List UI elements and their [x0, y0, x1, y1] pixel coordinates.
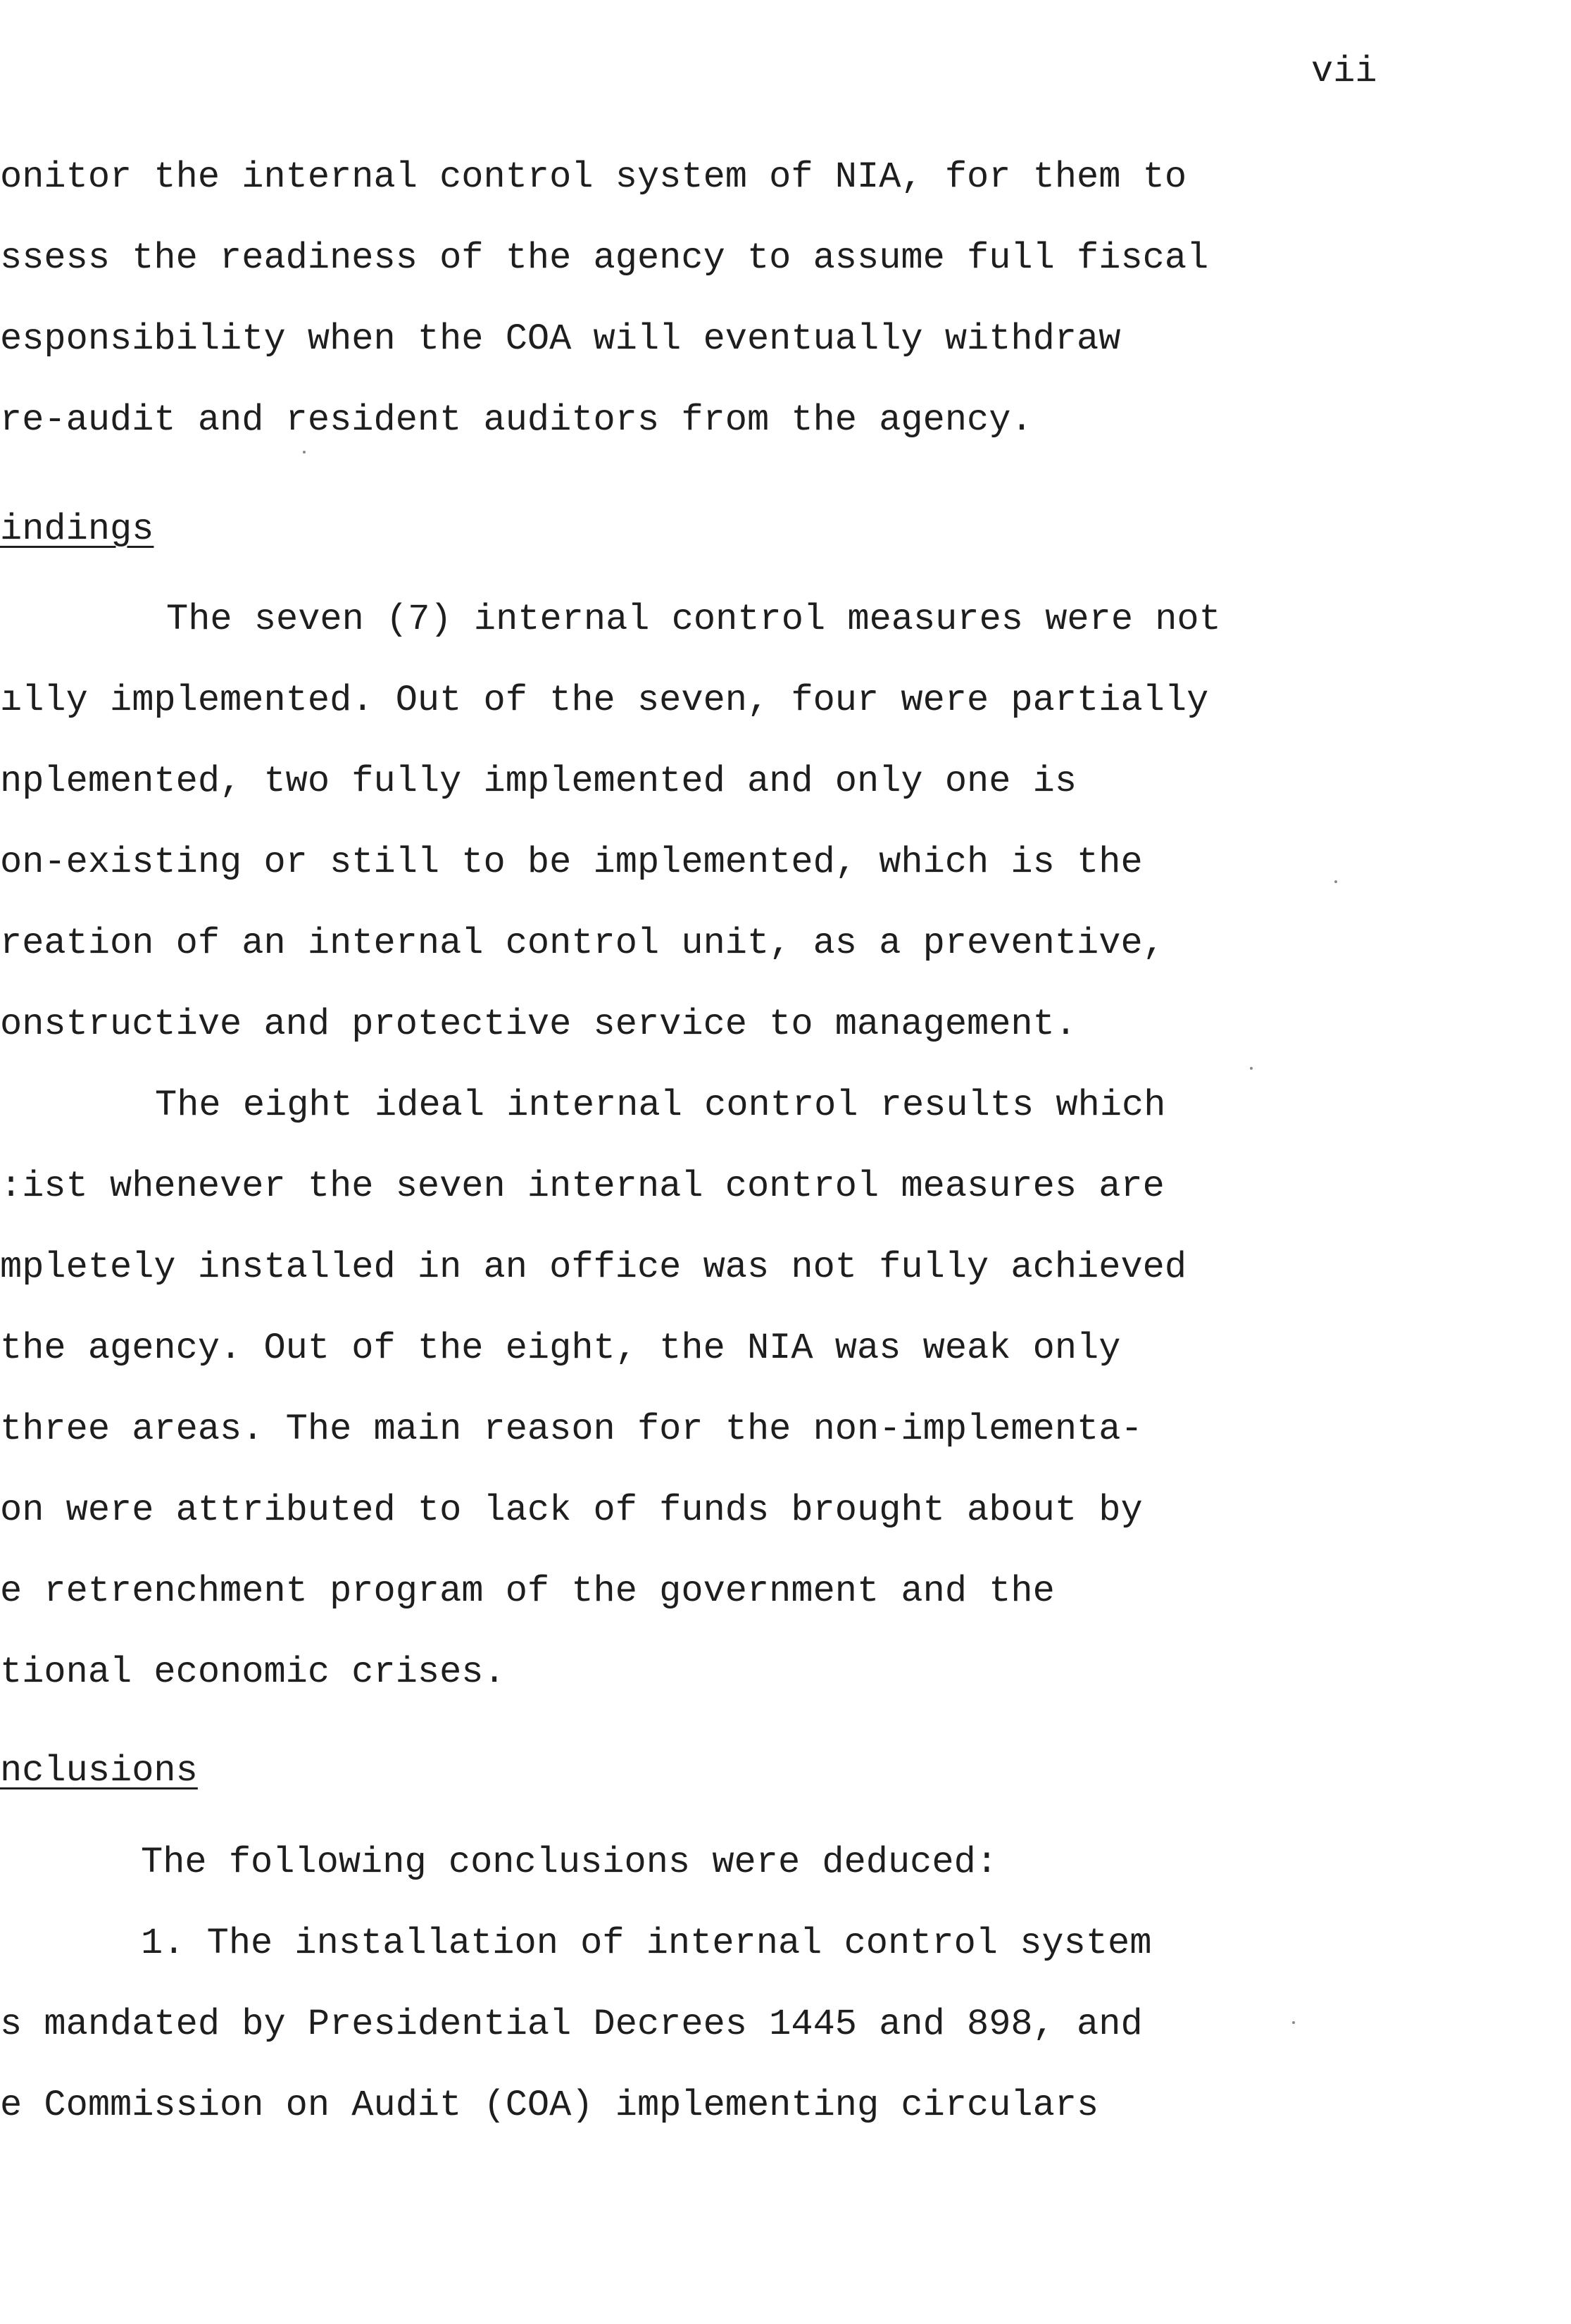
- conclusions-line: s mandated by Presidential Decrees 1445 and 898, and: [0, 2004, 1143, 2045]
- findings-p1-line: onstructive and protective service to management.: [0, 1004, 1077, 1045]
- findings-p1-line: The seven (7) internal control measures were not: [166, 599, 1221, 640]
- intro-line: onitor the internal control system of NIA, for them to: [0, 156, 1187, 198]
- findings-p2-line: on were attributed to lack of funds brought about by: [0, 1489, 1143, 1531]
- findings-p2-line: mpletely installed in an office was not fully achieved: [0, 1247, 1187, 1288]
- page-number: vii: [1311, 51, 1377, 92]
- findings-p1-line: nplemented, two fully implemented and only one is: [0, 761, 1077, 802]
- conclusions-line: 1. The installation of internal control system: [141, 1923, 1152, 1964]
- scan-speck: [1292, 2021, 1295, 2024]
- scan-speck: [1334, 880, 1337, 883]
- findings-heading: indings: [0, 508, 154, 550]
- findings-p2-line: e retrenchment program of the government and the: [0, 1570, 1055, 1612]
- intro-line: re-audit and resident auditors from the agency.: [0, 399, 1033, 441]
- findings-p1-line: reation of an internal control unit, as a preventive,: [0, 923, 1165, 964]
- findings-p2-line: The eight ideal internal control results which: [155, 1085, 1166, 1126]
- scan-speck: [303, 451, 306, 454]
- findings-p1-line: ılly implemented. Out of the seven, four were partially: [0, 680, 1209, 721]
- conclusions-line: The following conclusions were deduced:: [141, 1842, 998, 1883]
- findings-p2-line: the agency. Out of the eight, the NIA was weak only: [0, 1327, 1121, 1369]
- scan-speck: [1250, 1067, 1253, 1070]
- findings-p1-line: on-existing or still to be implemented, which is the: [0, 842, 1143, 883]
- conclusions-line: e Commission on Audit (COA) implementing circulars: [0, 2085, 1099, 2126]
- findings-p2-line: tional economic crises.: [0, 1651, 506, 1693]
- intro-line: esponsibility when the COA will eventually withdraw: [0, 318, 1121, 360]
- findings-p2-line: three areas. The main reason for the non-implementa-: [0, 1408, 1143, 1450]
- conclusions-heading: nclusions: [0, 1750, 198, 1792]
- findings-p2-line: :ist whenever the seven internal control measures are: [0, 1166, 1165, 1207]
- intro-line: ssess the readiness of the agency to assume full fiscal: [0, 237, 1209, 279]
